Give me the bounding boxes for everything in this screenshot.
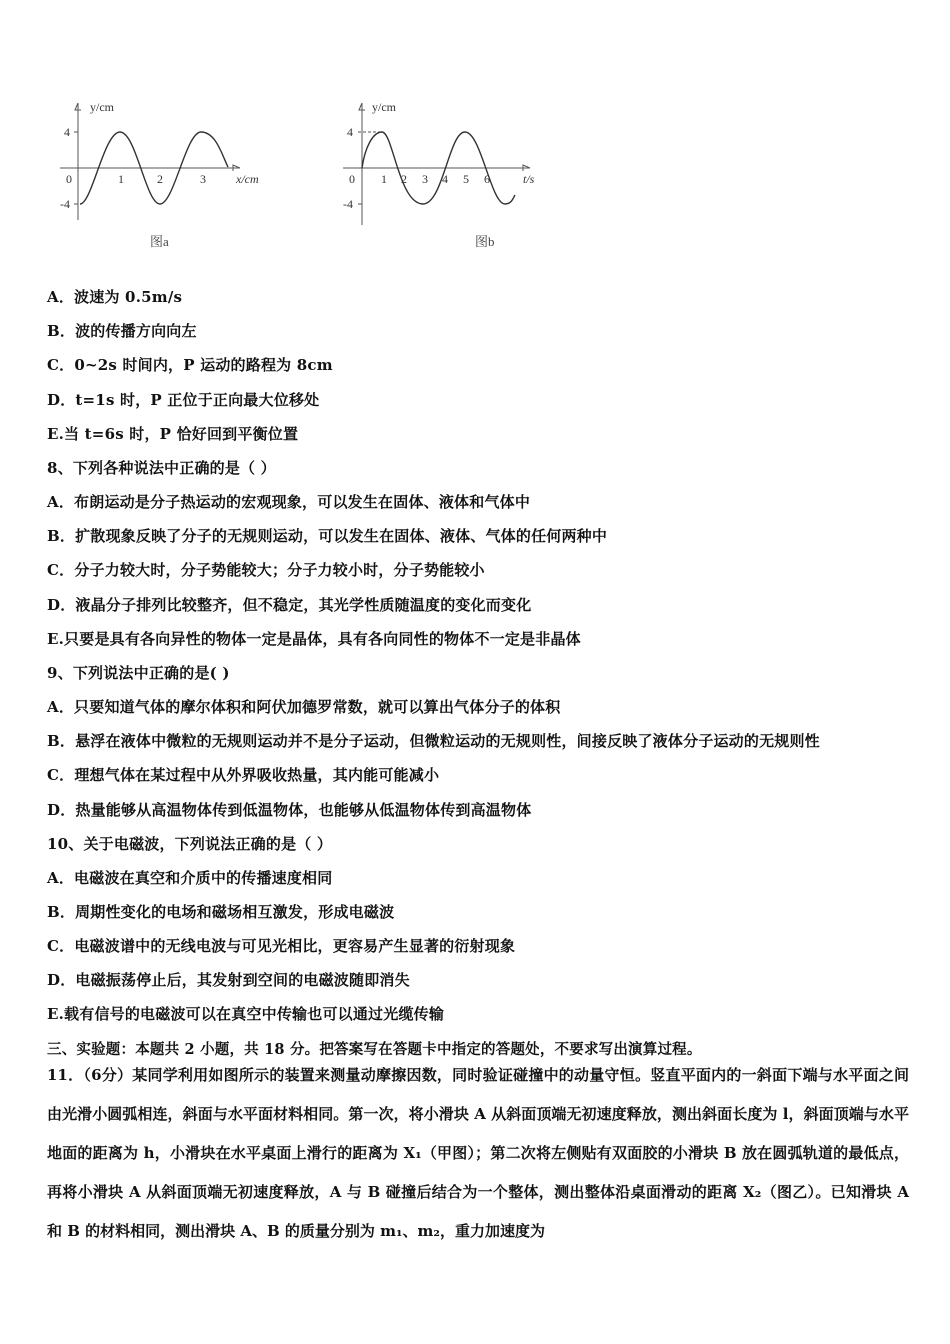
figure-b-tick-x-4: 4 xyxy=(442,172,448,186)
q7-option-c: C．0~2s 时间内，P 运动的路程为 8cm xyxy=(47,356,333,374)
figure-b-tick-x-3: 3 xyxy=(422,172,428,186)
q8-option-d: D．液晶分子排列比较整齐，但不稳定，其光学性质随温度的变化而变化 xyxy=(47,596,532,614)
q7-option-b: B．波的传播方向向左 xyxy=(47,322,197,340)
figure-a-graph xyxy=(50,95,290,225)
figure-a-tick-y-neg4: -4 xyxy=(60,197,70,211)
q9-option-a: A．只要知道气体的摩尔体积和阿伏加德罗常数，就可以算出气体分子的体积 xyxy=(47,698,561,716)
q10-option-b: B．周期性变化的电场和磁场相互激发，形成电磁波 xyxy=(47,903,395,921)
figure-a-tick-x-1: 1 xyxy=(118,172,124,186)
figure-row xyxy=(50,95,610,255)
q10-option-a: A．电磁波在真空和介质中的传播速度相同 xyxy=(47,869,333,887)
figure-a-y-label: y/cm xyxy=(90,100,114,114)
q7-option-d: D．t=1s 时，P 正位于正向最大位移处 xyxy=(47,391,320,409)
figure-a-caption: 图a xyxy=(150,234,169,249)
q7-option-e: E.当 t=6s 时，P 恰好回到平衡位置 xyxy=(47,425,299,443)
figure-b-tick-x-0: 0 xyxy=(349,172,355,186)
figure-a xyxy=(50,95,290,249)
q10-option-c: C．电磁波谱中的无线电波与可见光相比，更容易产生显著的衍射现象 xyxy=(47,937,516,955)
figure-b xyxy=(335,95,575,249)
q11-text: 11．（6分）某同学利用如图所示的装置来测量动摩擦因数，同时验证碰撞中的动量守恒。竖直平面内的一斜面下端与水平面之间由光滑小圆弧相连，斜面与水平面材料相同。第一次，将小滑块 A 从斜面顶端无初速度释放，测出斜面长度为 l，斜面顶端与水平地面的距离为 h，小滑块在水平桌面上滑行的距离为 X₁（甲图）；第二次将左侧贴有双面胶的小滑块 B 放在圆弧轨道的最低点，再将小滑块 A 从斜面顶端无初速度释放，A 与 B 碰撞后结合为一个整体，测出整体沿桌面滑动的距离 X₂（图乙）。已知滑块 A 和 B 的材料相同，测出滑块 A、B 的质量分别为 m₁、m₂，重力加速度为 xyxy=(47,1066,909,1240)
figure-b-graph xyxy=(335,95,575,225)
q8-option-a: A．布朗运动是分子热运动的宏观现象，可以发生在固体、液体和气体中 xyxy=(47,493,531,511)
figure-b-y-label: y/cm xyxy=(372,100,396,114)
figure-a-tick-x-2: 2 xyxy=(157,172,163,186)
q9-option-d: D．热量能够从高温物体传到低温物体，也能够从低温物体传到高温物体 xyxy=(47,801,532,819)
q8-stem: 8、下列各种说法中正确的是（ ） xyxy=(47,459,276,477)
q10-option-e: E.载有信号的电磁波可以在真空中传输也可以通过光缆传输 xyxy=(47,1005,445,1023)
figure-b-x-label: t/s xyxy=(523,172,535,186)
figure-b-tick-y-4: 4 xyxy=(347,125,353,139)
q9-stem: 9、下列说法中正确的是( ) xyxy=(47,664,230,682)
q7-option-a: A．波速为 0.5m/s xyxy=(47,288,183,306)
figure-a-x-label: x/cm xyxy=(236,172,259,186)
section-3-heading: 三、实验题：本题共 2 小题，共 18 分。把答案写在答题卡中指定的答题处，不要求写出演算过程。 xyxy=(47,1041,702,1058)
figure-b-tick-x-6: 6 xyxy=(484,172,490,186)
q8-option-b: B．扩散现象反映了分子的无规则运动，可以发生在固体、液体、气体的任何两种中 xyxy=(47,527,608,545)
q8-option-e: E.只要是具有各向异性的物体一定是晶体，具有各向同性的物体不一定是非晶体 xyxy=(47,630,581,648)
q9-option-b: B．悬浮在液体中微粒的无规则运动并不是分子运动，但微粒运动的无规则性，间接反映了液体分子运动的无规则性 xyxy=(47,732,820,750)
q8-option-c: C．分子力较大时，分子势能较大；分子力较小时，分子势能较小 xyxy=(47,561,485,579)
figure-a-tick-x-0: 0 xyxy=(66,172,72,186)
figure-b-tick-y-neg4: -4 xyxy=(343,197,353,211)
q10-stem: 10、关于电磁波，下列说法正确的是（ ） xyxy=(47,835,333,853)
figure-a-tick-x-3: 3 xyxy=(200,172,206,186)
q9-option-c: C．理想气体在某过程中从外界吸收热量，其内能可能减小 xyxy=(47,766,440,784)
q10-option-d: D．电磁振荡停止后，其发射到空间的电磁波随即消失 xyxy=(47,971,410,989)
figure-b-tick-x-5: 5 xyxy=(463,172,469,186)
figure-a-tick-y-4: 4 xyxy=(64,125,70,139)
figure-b-tick-x-1: 1 xyxy=(381,172,387,186)
figure-b-tick-x-2: 2 xyxy=(401,172,407,186)
figure-b-caption: 图b xyxy=(475,234,495,249)
